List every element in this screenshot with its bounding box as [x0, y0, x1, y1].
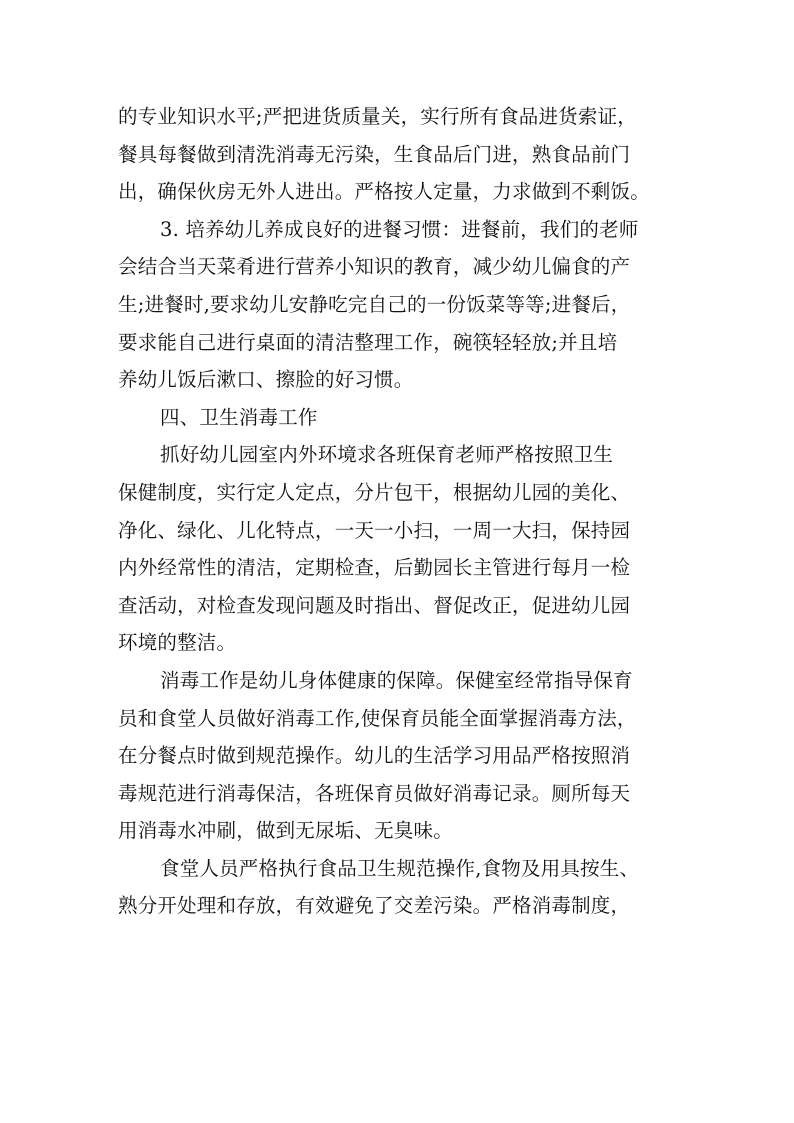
paragraph-first-line: 食堂人员严格执行食品卫生规范操作,食物及用具按生、 [160, 856, 640, 880]
text-line: 内外经常性的清洁，定期检查，后勤园长主管进行每月一检 [118, 556, 631, 580]
paragraph-first-line: 3. 培养幼儿养成良好的进餐习惯：进餐前，我们的老师 [160, 217, 639, 241]
text-line: 的专业知识水平;严把进货质量关，实行所有食品进货索证， [118, 105, 637, 128]
text-line: 餐具每餐做到清洗消毒无污染，生食品后门进，熟食品前门 [118, 142, 631, 166]
text-line: 员和食堂人员做好消毒工作,使保育员能全面掌握消毒方法， [118, 706, 637, 730]
text-line: 生;进餐时,要求幼儿安静吃完自己的一份饭菜等等;进餐后， [118, 292, 631, 316]
text-line: 在分餐点时做到规范操作。幼儿的生活学习用品严格按照消 [118, 744, 631, 768]
paragraph-first-line: 消毒工作是幼儿身体健康的保障。保健室经常指导保育 [160, 668, 633, 692]
text-line: 净化、绿化、儿化特点，一天一小扫，一周一大扫，保持园 [118, 518, 631, 542]
text-line: 用消毒水冲刷，做到无尿垢、无臭味。 [118, 819, 453, 843]
text-line: 保健制度，实行定人定点，分片包干，根据幼儿园的美化、 [118, 480, 631, 504]
text-line: 要求能自己进行桌面的清洁整理工作，碗筷轻轻放;并且培 [118, 330, 618, 354]
paragraph-first-line: 抓好幼儿园室内外环境求各班保育老师严格按照卫生 [160, 443, 614, 467]
text-line: 毒规范进行消毒保洁，各班保育员做好消毒记录。厕所每天 [118, 781, 631, 805]
text-line: 熟分开处理和存放，有效避免了交差污染。严格消毒制度， [118, 894, 631, 918]
text-line: 环境的整洁。 [118, 631, 237, 655]
text-line: 查活动，对检查发现问题及时指出、督促改正，促进幼儿园 [118, 593, 631, 617]
text-line: 养幼儿饭后漱口、擦脸的好习惯。 [118, 368, 414, 392]
text-line: 出，确保伙房无外人进出。严格按人定量，力求做到不剩饭。 [118, 180, 650, 204]
paragraph-first-line: 四、卫生消毒工作 [160, 405, 318, 429]
document-body [118, 98, 698, 925]
text-line: 会结合当天菜肴进行营养小知识的教育，减少幼儿偏食的产 [118, 255, 631, 279]
